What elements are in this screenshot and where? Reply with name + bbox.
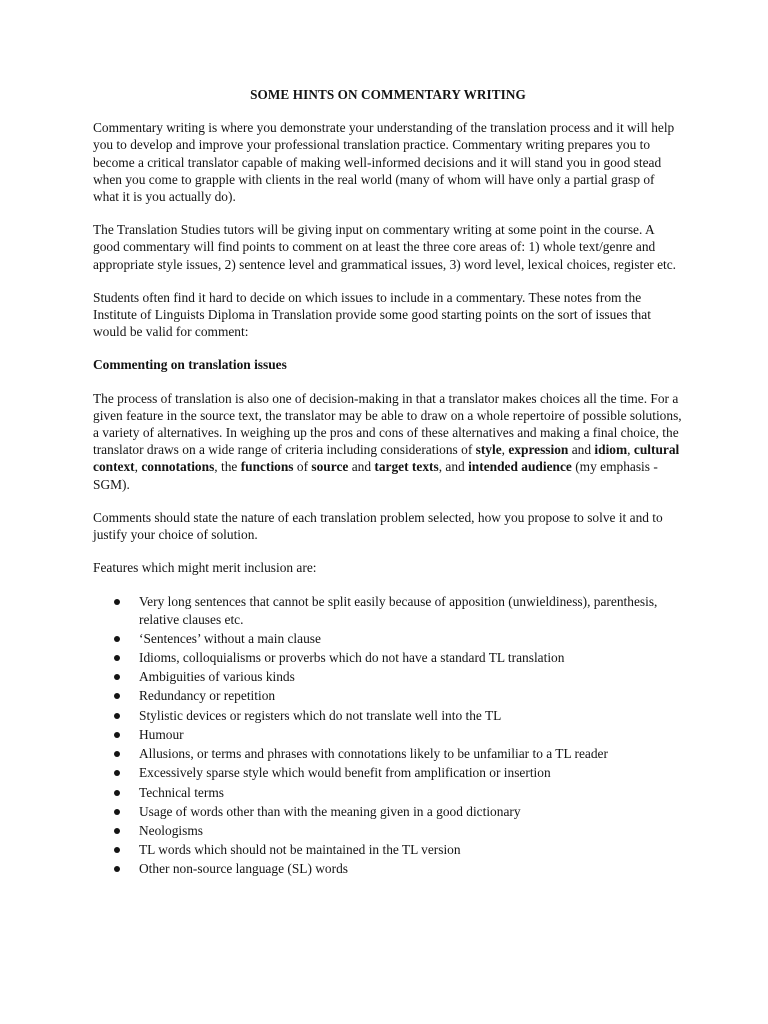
comments-paragraph: Comments should state the nature of each translation problem selected, how you propose to solve it and to justify your choice of solution.: [93, 509, 663, 543]
intro-paragraph: Commentary writing is where you demonstrate your understanding of the translation process and it will help you to develop and improve your professional translation practice. Commentary writing prepares you to become a critical translator capable of making well-informed decisions and it will stand you in good stead when you come to grapple with clients in the real world (many of whom will have only a partial grasp of what it is you actually do).: [93, 120, 675, 205]
list-item: [93, 841, 683, 858]
list-item-text: TL words which should not be maintained in the TL version: [139, 842, 461, 858]
bullet-icon: [114, 828, 120, 834]
bullet-icon: [114, 751, 120, 757]
bullet-icon: [114, 713, 120, 719]
emphasis-connotations: connotations: [141, 459, 215, 475]
features-intro: Features which might merit inclusion are:: [93, 560, 317, 576]
p4-text-9: , and: [438, 459, 469, 475]
bullet-icon: [114, 674, 120, 680]
emphasis-intended-audience: intended audience: [468, 459, 572, 475]
list-item: [93, 668, 683, 685]
list-item: [93, 764, 683, 781]
p4-text-5: ,: [134, 459, 142, 475]
emphasis-cultural-context: cultural context: [93, 442, 680, 475]
list-item: [93, 726, 683, 743]
list-item-text: Stylistic devices or registers which do not translate well into the TL: [139, 707, 502, 723]
bullet-icon: [114, 866, 120, 872]
list-item-text: ‘Sentences’ without a main clause: [139, 630, 321, 646]
list-item-text: Redundancy or repetition: [139, 688, 276, 704]
translation-process-paragraph: [93, 390, 683, 493]
emphasis-target-texts: target texts: [374, 459, 439, 475]
list-item: [93, 707, 683, 724]
students-paragraph: Students often find it hard to decide on which issues to include in a commentary. These notes from the Institute of Linguists Diploma in Translation provide some good starting points on the sort of issues that would be valid for comment:: [93, 289, 651, 340]
list-item-text: Allusions, or terms and phrases with connotations likely to be unfamiliar to a TL reader: [139, 746, 608, 762]
document-page: [93, 86, 683, 880]
bullet-icon: [114, 770, 120, 776]
p4-text-4: ,: [627, 442, 634, 458]
p4-text-3: and: [568, 442, 595, 458]
list-item: [93, 649, 683, 666]
list-item: [93, 745, 683, 762]
features-list: [93, 593, 683, 877]
list-item-text: Ambiguities of various kinds: [139, 669, 295, 685]
list-item: [93, 687, 683, 704]
p4-text-10: (my emphasis - SGM).: [93, 459, 658, 492]
bullet-icon: [114, 693, 120, 699]
bullet-icon: [114, 599, 120, 605]
emphasis-source: source: [311, 459, 349, 475]
p4-text-7: of: [293, 459, 312, 475]
p4-text-1: The process of translation is also one of decision-making in that a translator makes choices all the time. For a given feature in the source text, the translator may be able to draw on a whole repertoire of possible solutions, a variety of alternatives. In weighing up the pros and cons of these alternatives and making a final choice, the translator draws on a wide range of criteria including considerations of: [93, 390, 682, 458]
list-item: [93, 784, 683, 801]
list-item-text: Technical terms: [139, 784, 224, 800]
page-title: SOME HINTS ON COMMENTARY WRITING: [250, 87, 526, 102]
list-item: [93, 803, 683, 820]
emphasis-idiom: idiom: [594, 442, 628, 458]
bullet-icon: [114, 655, 120, 661]
emphasis-expression: expression: [508, 442, 569, 458]
list-item-text: Humour: [139, 726, 184, 742]
emphasis-style: style: [475, 442, 502, 458]
list-item: [93, 630, 683, 647]
list-item-text: Other non-source language (SL) words: [139, 861, 348, 877]
p4-text-6: , the: [214, 459, 241, 475]
list-item-text: Excessively sparse style which would benefit from amplification or insertion: [139, 765, 551, 781]
bullet-icon: [114, 732, 120, 738]
bullet-icon: [114, 847, 120, 853]
p4-text-2: ,: [501, 442, 509, 458]
list-item-text: Usage of words other than with the meaning given in a good dictionary: [139, 803, 521, 819]
list-item: [93, 860, 683, 877]
section-heading: Commenting on translation issues: [93, 357, 287, 373]
list-item-text: Idioms, colloquialisms or proverbs which do not have a standard TL translation: [139, 650, 565, 666]
bullet-icon: [114, 636, 120, 642]
bullet-icon: [114, 809, 120, 815]
bullet-icon: [114, 790, 120, 796]
tutors-paragraph: The Translation Studies tutors will be giving input on commentary writing at some point in the course. A good commentary will find points to comment on at least the three core areas of: 1) whole text/genre and appropriate style issues, 2) sentence level and grammatical issues, 3) word level, lexical choices, register etc.: [93, 222, 677, 272]
list-item: [93, 822, 683, 839]
list-item-text: Very long sentences that cannot be split easily because of apposition (unwieldiness), parenthesis, relative clauses etc.: [139, 594, 658, 627]
list-item: [93, 593, 683, 627]
p4-text-8: and: [348, 459, 375, 475]
list-item-text: Neologisms: [139, 822, 203, 838]
emphasis-functions: functions: [240, 459, 294, 475]
